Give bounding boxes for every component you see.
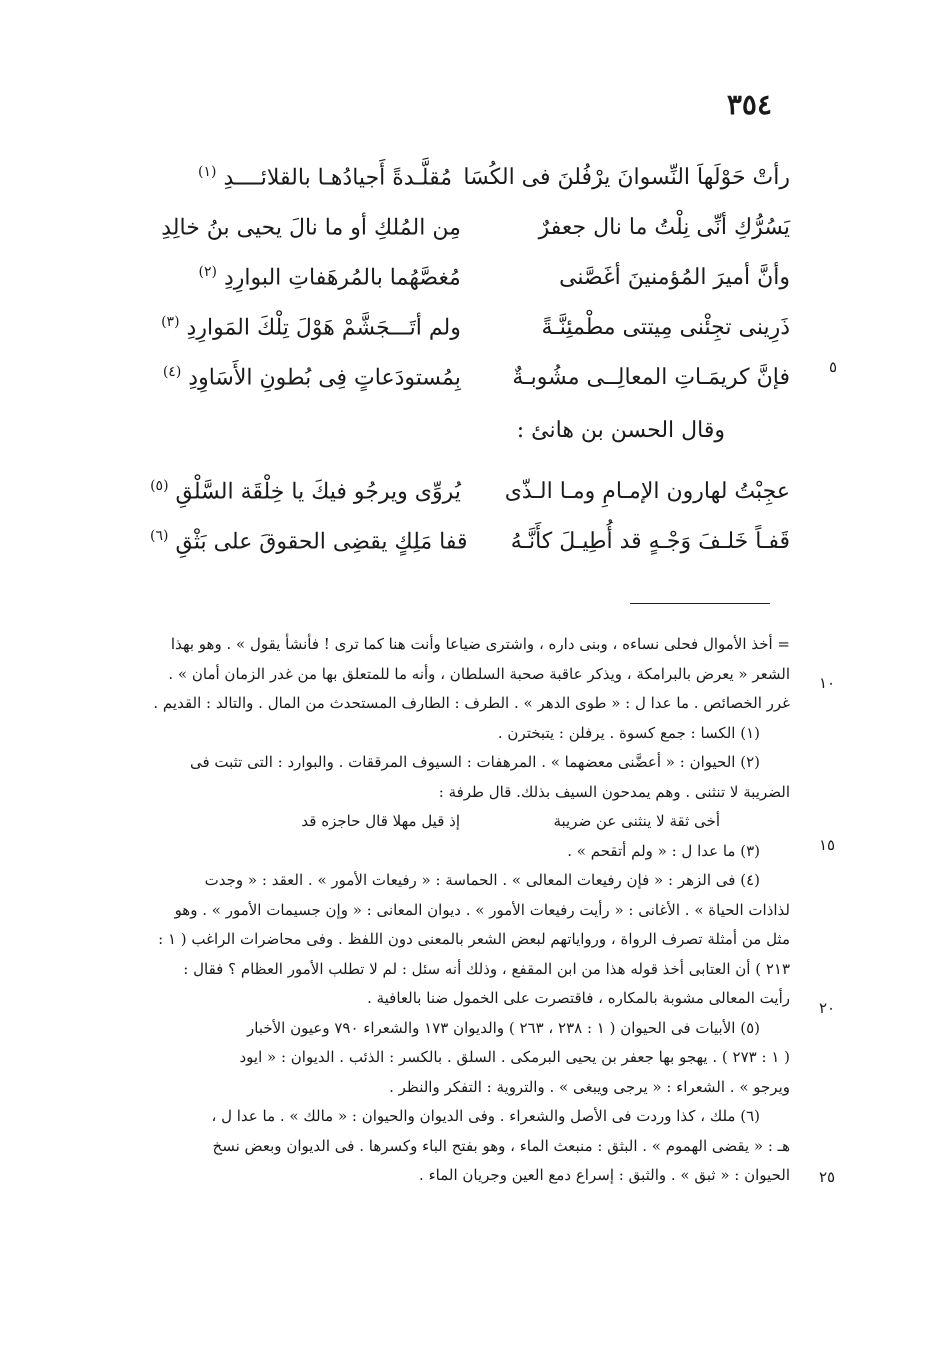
verse-hemistich: مُقلَّـدةً أَجيادُهـا بالقلائــــدِ $^{(١)}$ [197,163,452,191]
verse-hemistich: ذَرِينى تجِئْنى مِيتتى مطْمئِنَّـةً [541,314,790,340]
footnote-ref: (٢) [198,263,217,280]
page-number: ٣٥٤ [726,88,772,121]
line-number: ٢٥ [818,1168,836,1186]
footnote-ref: (٣) [161,313,180,330]
verse-hemistich: عجِبْتُ لهارون الإمـامِ ومـا الـذّى [504,478,790,504]
verse [150,252,790,302]
poem-introduction: وقال الحسن بن هانئ : [516,418,725,443]
footnote-verse [110,807,790,837]
verse-hemistich: مُغصَّهُما بالمُرهَفاتِ البوارِدِ $^{(٢)}$ [198,263,461,291]
footnote-ref: (٥) [150,477,169,494]
line-number: ١٥ [818,836,836,854]
footnote-line: ويرجو » . الشعراء : « يرجى ويبغى » . والتروية : التفكر والنظر . [389,1077,790,1096]
line-number: ٢٠ [818,999,836,1017]
footnote-line: هـ : « يقضى الهموم » . البثق : منبعث الماء ، وهو بفتح الباء وكسرها . فى الديوان وبعض نسخ [212,1136,790,1155]
poem-verses-first [150,152,790,402]
footnote-line: (٦) ملك ، كذا وردت فى الأصل والشعراء . وفى الديوان والحيوان : « مالك » . ما عدا ل ، [211,1107,760,1125]
footnote-separator [630,603,770,604]
verse-hemistich: إذ قيل مهلا قال حاجزه قد [301,812,460,830]
line-number: ٥ [828,358,838,376]
verse [150,202,790,252]
verse-hemistich: يَسُرُّكِ أنِّى نِلْتُ ما نال جعفرٌ [538,214,790,240]
verse-hemistich: يُروِّى ويرجُو فيكَ يا خِلْقَة السَّلْقِ $^{(٥)}$ [150,477,461,505]
verse-hemistich: بِمُستودَعاتٍ فِى بُطونِ الأَسَاوِدِ $^{(٤)}$ [162,363,461,391]
verse-hemistich: قَفـاً خَلـفَ وَجْـهٍ قد أُطِيـلَ كأَنَّـهُ [510,528,790,554]
footnote-line: (٣) ما عدا ل : « ولم أتقحم » . [567,841,760,860]
footnote-ref: (٦) [150,527,169,544]
footnote-line: ٢١٣ ) أن العتابى أخذ قوله هذا من ابن المقفع ، وذلك أنه سئل : لم لا تطلب الأمور العظام ؟ فقال : [183,959,790,978]
footnotes [110,630,790,1191]
footnote-line: (١) الكسا : جمع كسوة . يرفلن : يتبخترن . [497,723,760,742]
footnote-ref: (٤) [162,363,182,380]
footnote-line: الضريبة لا تنثنى . وهم يمدحون السيف بذلك. قال طرفة : [438,782,790,801]
footnote-line: (٤) فى الزهر : « فإن رفيعات المعالى » . الحماسة : « رفيعات الأمور » . العقد : « وجدت [204,871,760,889]
verse-hemistich: مِن المُلكِ أو ما نالَ يحيى بنُ خالِدِ [161,215,461,241]
verse [150,352,790,402]
footnote-line: = أخذ الأموال فحلى نساءه ، وبنى داره ، واشترى ضياعا وأنت هنا كما ترى ! فأنشأ يقول » . وهو بهذا [170,635,790,653]
footnote-line: رأيت المعالى مشوبة بالمكاره ، فاقتصرت على الخمول ضنا بالعافية . [367,989,790,1007]
verse-hemistich: فإنَّ كريمَـاتِ المعالِــى مشُوبـةٌ [512,364,790,390]
verse-hemistich: ولم أتَـــجَشَّمْ هَوْلَ تِلْكَ المَوارِدِ $^{(٣)}$ [161,313,461,341]
footnote-line: (٥) الأبيات فى الحيوان ( ١ : ٢٣٨ ، ٢٦٣ ) والديوان ١٧٣ والشعراء ٧٩٠ وعيون الأخبار [247,1018,760,1037]
verse-hemistich: رأتْ حَوْلَهاَ النِّسوانَ يرْفُلنَ فى الكُسَا [463,164,790,190]
verse-hemistich: قفا مَلِكٍ يقضِى الحقوقَ على بَثْقِ $^{(٦)}$ [150,527,468,555]
line-number: ١٠ [818,674,836,692]
footnote-line: ( ١ : ٢٧٣ ) . يهجو بها جعفر بن يحيى البرمكى . السلق . بالكسر : الذئب . الديوان : « ايود [239,1048,790,1066]
poem-verses-second [150,466,790,566]
footnote-line: (٢) الحيوان : « أعضَّنى معضهما » . المرهفات : السيوف المرققات . والبوارد : التى تثبت فى [189,753,760,771]
footnote-line: مثل من أمثلة تصرف الرواة ، ورواياتهم لبعض الشعر بالمعنى دون اللفظ . وفى محاضرات الراغب ( ١ : [158,930,790,948]
footnote-line: لذاذات الحياة » . الأغانى : « رأيت رفيعات الأمور » . ديوان المعانى : « وإن جسيمات الأمور » . وهو [174,900,790,919]
footnote-line: الشعر « يعرض بالبرامكة ، ويذكر عاقبة صحبة السلطان ، وأنه ما للمتعلق بها من غدر الزمان أمان » . [168,664,790,683]
verse [150,152,790,202]
verse [150,516,790,566]
verse-hemistich: وأنَّ أميرَ المُؤمنينَ أغَصَّنى [559,264,790,290]
footnote-line: الحيوان : « ثبق » . والثبق : إسراع دمع العين وجريان الماء . [419,1166,790,1184]
footnote-line: غرر الخصائص . ما عدا ل : « طوى الدهر » . الطرف : الطارف المستحدث من المال . والتالد : القديم . [153,694,790,712]
verse [150,302,790,352]
verse [150,466,790,516]
footnote-ref: (١) [197,163,217,180]
verse-hemistich: أخى ثقة لا ينثنى عن ضريبة [553,812,720,830]
